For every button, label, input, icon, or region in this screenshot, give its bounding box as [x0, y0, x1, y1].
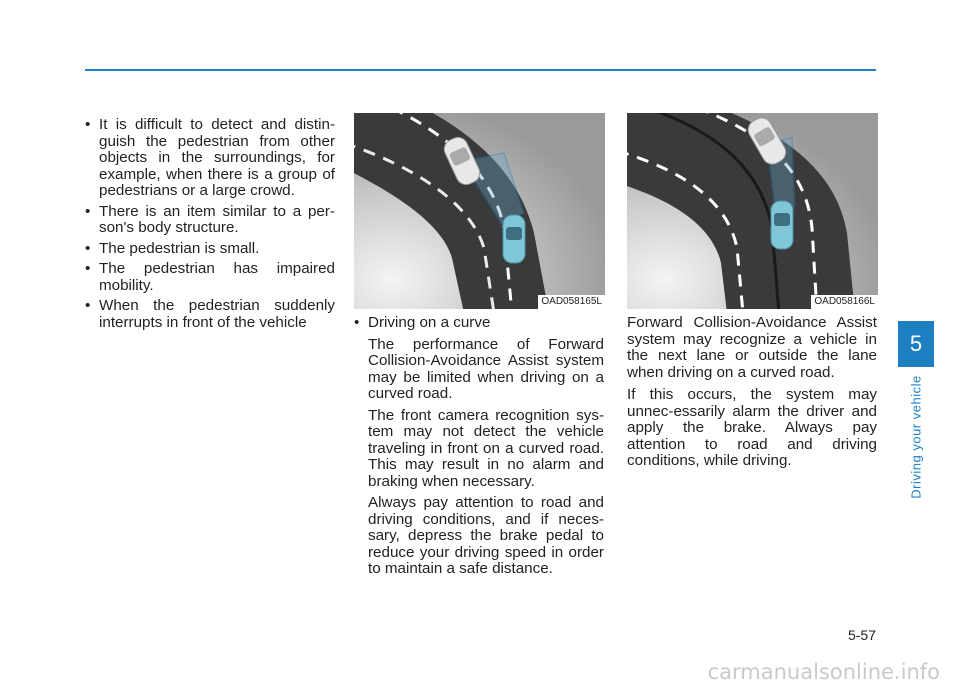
- paragraph: Always pay attention to road and driving conditions, and if neces-sary, depress the brake pedal to reduce your driving speed in order to maintain a safe distance.: [368, 494, 604, 577]
- bullet-icon: •: [85, 297, 91, 314]
- bullet-icon: •: [85, 116, 91, 133]
- figure-curve-adjacent-lane: OAD058166L: [627, 113, 878, 309]
- curve-adjacent-lane-illustration: [627, 113, 878, 309]
- list-item: • The pedestrian is small.: [85, 239, 260, 257]
- header-rule: [85, 69, 876, 71]
- list-item: • It is difficult to detect and distin-guish the pedestrian from other objects in the surroundings, for example, when there is a group of pedestrians or a large crowd.: [85, 116, 335, 199]
- bullet-icon: •: [354, 314, 360, 331]
- bullet-icon: •: [85, 202, 91, 220]
- middle-column: [354, 315, 604, 578]
- figure-curve-same-lane: OAD058165L: [354, 113, 605, 309]
- curve-same-lane-illustration: [354, 113, 605, 309]
- list-item: • Driving on a curve: [354, 314, 491, 331]
- paragraph: Forward Collision-Avoidance Assist system may recognize a vehicle in the next lane or outside the lane when driving on a curved road.: [627, 314, 877, 381]
- chapter-number-tab[interactable]: 5: [898, 321, 934, 367]
- page-number: 5-57: [847, 627, 876, 643]
- left-column: [85, 117, 335, 335]
- paragraph: The front camera recognition sys-tem may not detect the vehicle traveling in front on a curved road. This may result in no alarm and braking when necessary.: [368, 406, 604, 490]
- paragraph: If this occurs, the system may unnec-essarily alarm the driver and apply the brake. Always pay attention to road and driving conditions, while driving.: [627, 386, 877, 469]
- list-item: • There is an item similar to a per-son's body structure.: [85, 202, 335, 236]
- chapter-title: Driving your vehicle: [908, 375, 924, 499]
- paragraph: The performance of Forward Collision-Avoidance Assist system may be limited when driving on a curved road.: [368, 335, 604, 402]
- bullet-icon: •: [85, 260, 91, 277]
- list-item: • When the pedestrian suddenly interrupts in front of the vehicle: [85, 297, 335, 331]
- watermark: carmanualsonline.info: [707, 660, 940, 684]
- bullet-icon: •: [85, 239, 91, 257]
- right-column: [627, 315, 877, 476]
- list-item: • The pedestrian has impaired mobility.: [85, 260, 335, 294]
